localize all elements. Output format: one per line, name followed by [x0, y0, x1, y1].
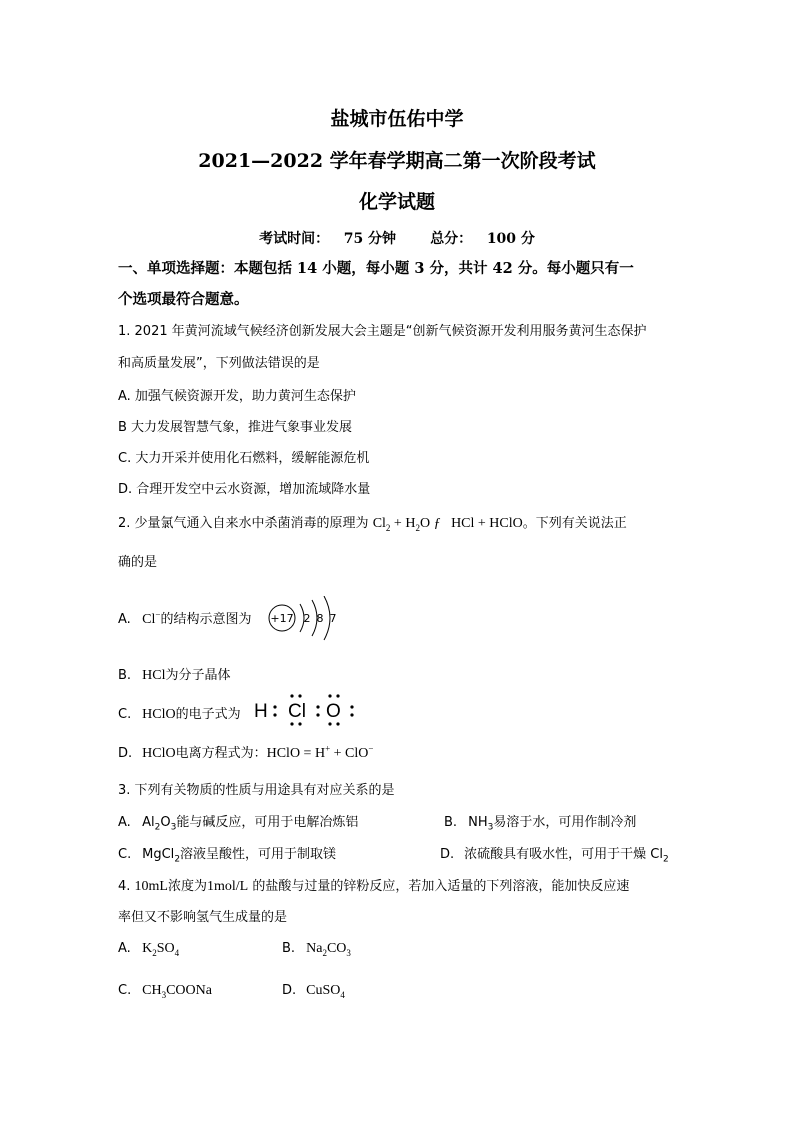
- q2-a-letter: A.: [118, 612, 131, 627]
- atom-cl: Cl: [288, 701, 306, 722]
- section-heading: [118, 253, 688, 315]
- section-heading-line2: 个选项最符合题意。: [118, 291, 249, 308]
- q4-d-letter: D.: [282, 983, 297, 998]
- q4-c-letter: C.: [118, 983, 132, 998]
- q4-d-formula: CuSO$_4$: [306, 983, 345, 1000]
- q2-d-letter: D.: [118, 746, 133, 761]
- q4-stem-line1: [118, 875, 629, 895]
- exam-title: 2021—2022 学年春学期高二第一次阶段考试: [198, 150, 596, 172]
- q4-stem-part1: 浓度为: [168, 879, 208, 894]
- chloride-ion-structure-diagram: [266, 596, 352, 644]
- q2-d-equation: HClO = H+ + ClO−: [266, 743, 374, 761]
- q4-option-c: [118, 983, 212, 1000]
- q3-b-text: 易溶于水，可用作制冷剂: [493, 815, 637, 830]
- q3-option-c: [118, 843, 336, 865]
- q2-stem-line1: [118, 512, 627, 533]
- atom-o: O: [326, 701, 341, 722]
- q2-a-text: 的结构示意图为: [160, 612, 252, 627]
- q2-option-d: [118, 742, 373, 762]
- q4-b-formula: $Na_2CO_3$: [306, 941, 351, 958]
- q3-stem: 3. 下列有关物质的性质与用途具有对应关系的是: [118, 783, 395, 798]
- shell-3-electrons: 7: [329, 612, 337, 625]
- q3-a-formula: $Al_2O_3$: [142, 815, 177, 833]
- q2-c-formula: HClO: [142, 707, 176, 722]
- q2-d-text: 电离方程式为：: [175, 746, 267, 761]
- q4-concentration: 1mol/L: [207, 879, 249, 894]
- shell-2-electrons: 8: [316, 612, 324, 625]
- q4-option-b: [282, 941, 351, 958]
- q4-a-formula: $K_2SO_4$: [142, 941, 180, 958]
- q2-stem-pre: 2. 少量氯气通入自来水中杀菌消毒的原理为: [118, 516, 369, 531]
- q3-b-formula: $NH_3$: [468, 815, 494, 833]
- q4-a-letter: A.: [118, 941, 131, 956]
- q3-b-letter: B.: [444, 815, 458, 830]
- q2-c-letter: C.: [118, 707, 132, 722]
- q4-b-letter: B.: [282, 941, 296, 956]
- q3-option-a: [118, 811, 358, 833]
- q3-option-b: [444, 811, 636, 833]
- exam-meta: [0, 228, 794, 248]
- q2-b-text: 为分子晶体: [165, 668, 231, 683]
- q2-c-text: 的电子式为: [175, 707, 241, 722]
- q4-number: 4.: [118, 879, 131, 894]
- q3-a-text: 能与碱反应，可用于电解冶炼铝: [176, 815, 359, 830]
- nucleus-charge: +17: [270, 612, 294, 625]
- q4-stem-part2: 的盐酸与过量的锌粉反应，若加入适量的下列溶液，能加快反应速: [252, 879, 630, 894]
- q1-option-b: B 大力发展智慧气象，推进气象事业发展: [118, 420, 353, 435]
- total-label: 总分：: [430, 231, 473, 247]
- time-label: 考试时间：: [259, 231, 330, 247]
- section-heading-line1: 一、单项选择题：本题包括 14 小题，每小题 3 分，共计 42 分。每小题只有一: [118, 260, 634, 277]
- q2-a-ion: Cl−: [142, 609, 161, 627]
- q1-stem-line2: 和高质量发展”，下列做法错误的是: [118, 356, 320, 371]
- q3-c-formula: MgCl$_2$: [142, 847, 181, 865]
- shell-1-electrons: 2: [303, 612, 311, 625]
- q3-option-d: [440, 843, 669, 865]
- q1-option-c: C. 大力开采并使用化石燃料，缓解能源危机: [118, 451, 370, 466]
- q3-c-letter: C.: [118, 847, 132, 862]
- q4-option-a: [118, 941, 179, 958]
- q4-option-d: [282, 983, 345, 1000]
- q1-stem-line1: 1. 2021 年黄河流域气候经济创新发展大会主题是“创新气候资源开发利用服务黄河生态保护: [118, 324, 647, 339]
- q2-option-b: [118, 664, 231, 684]
- hclo-electron-dot-formula: [252, 692, 362, 728]
- q4-stem-line2: 率但又不影响氢气生成量的是: [118, 910, 288, 925]
- q3-d-text: 浓硫酸具有吸水性，可用于干燥 Cl: [464, 847, 663, 862]
- q3-c-text: 溶液呈酸性，可用于制取镁: [180, 847, 337, 862]
- q1-option-a: A. 加强气候资源开发，助力黄河生态保护: [118, 389, 356, 404]
- school-title: 盐城市伍佑中学: [330, 108, 464, 130]
- q2-stem-line2: 确的是: [118, 555, 158, 570]
- q2-b-formula: HCl: [142, 668, 166, 683]
- q2-stem-post: 。下列有关说法正: [522, 516, 627, 531]
- total-value: 100 分: [486, 231, 535, 247]
- q3-a-letter: A.: [118, 815, 131, 830]
- q1-option-d: D. 合理开发空中云水资源，增加流域降水量: [118, 482, 371, 497]
- q4-amount: 10mL: [134, 879, 168, 894]
- q2-b-letter: B.: [118, 668, 132, 683]
- q2-d-formula: HClO: [142, 746, 176, 761]
- q4-c-formula: $CH_3COONa$: [142, 983, 212, 1000]
- atom-h: H: [254, 701, 268, 722]
- time-value: 75 分钟: [343, 231, 397, 247]
- q3-d-letter: D.: [440, 847, 455, 862]
- subject-title: 化学试题: [358, 191, 435, 213]
- q2-option-a: [118, 608, 251, 628]
- q3-d-subscript: 2: [662, 854, 669, 865]
- q2-option-c: [118, 703, 241, 723]
- q2-reaction-equation: $Cl_2 + H_2O$ ƒ HCl + HClO: [372, 516, 523, 533]
